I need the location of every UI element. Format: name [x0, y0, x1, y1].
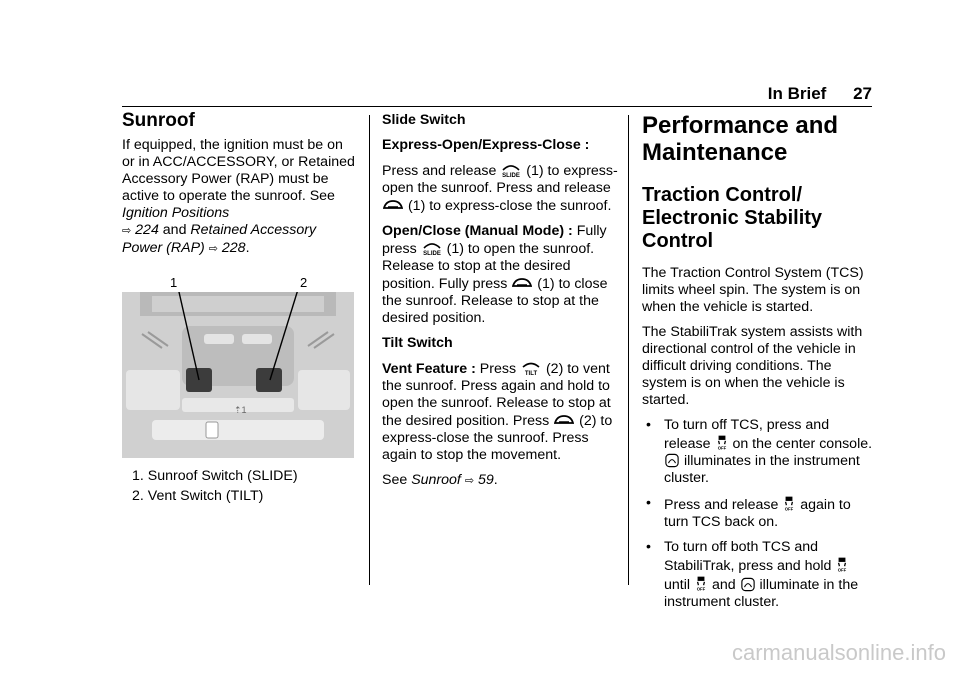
subheading-express: Express-Open/Express-Close : [382, 137, 590, 153]
slide-close-icon [554, 412, 574, 428]
column-switches [382, 112, 618, 498]
subheading-tilt-switch: Tilt Switch [382, 335, 453, 351]
text: (1) to open the sunroof. Release to stop at the desired position. Fully press [382, 241, 595, 292]
instruction-list [642, 417, 878, 611]
callout-2: 2 [300, 275, 308, 290]
slide-open-icon [501, 162, 521, 178]
cross-ref-link[interactable]: Retained Accessory Power (RAP) [122, 222, 317, 256]
tcs-off-button-icon [783, 495, 795, 512]
express-paragraph [382, 162, 618, 215]
term-label: Vent Feature : [382, 361, 476, 377]
text: until [664, 577, 691, 593]
text: and [158, 222, 191, 238]
text: If equipped, the ignition must be on or in ACC/ACCESSORY, or Retained Accessory Power (RAP) must be active to operate the sunroof. See [122, 137, 355, 204]
ref-arrow-icon: ⇨ [122, 225, 132, 237]
slide-close-icon [383, 197, 403, 213]
sunroof-switch-figure [122, 270, 354, 458]
console-illustration [122, 292, 354, 458]
column-sunroof [122, 112, 358, 508]
text: Press and release [664, 497, 779, 513]
section-title: In Brief [767, 84, 827, 103]
text: (1) to express-close the sunroof. [407, 198, 612, 214]
ref-arrow-icon: ⇨ [208, 243, 218, 255]
svg-text:SLIDE: SLIDE [502, 173, 521, 178]
see-reference: See Sunroof ⇨ 59. [382, 472, 498, 488]
tilt-switch [256, 368, 282, 392]
svg-text:OFF: OFF [717, 445, 726, 451]
slide-close-icon [512, 275, 532, 291]
overhead-console-photo [122, 292, 354, 458]
subheading-slide-switch: Slide Switch [382, 112, 466, 128]
intro-paragraph: If equipped, the ignition must be on or in ACC/ACCESSORY, or Retained Accessory Power (RAP) must be active to operate the sunroof. See Ignition Positions ⇨ 224 and Retained Accessory Power (RAP) ⇨ 228. [122, 137, 355, 256]
tcs-off-indicator-icon [741, 577, 755, 592]
text: and [711, 577, 736, 593]
column-divider [628, 115, 629, 585]
text: (2) to express-close the sunroof. Press again to stop the movement. [382, 413, 613, 463]
ref-arrow-icon: ⇨ [464, 475, 475, 487]
svg-text:SLIDE: SLIDE [422, 251, 441, 256]
text: Fully press [382, 223, 607, 257]
text: illuminate in the instrument cluster. [664, 577, 859, 610]
column-divider [369, 115, 370, 585]
tcs-off-indicator-icon [665, 453, 679, 468]
text: See [382, 472, 412, 488]
text: To turn off TCS, press and release [664, 417, 830, 452]
running-header [768, 84, 872, 104]
list-item [642, 495, 878, 531]
text: on the center console. [732, 436, 873, 452]
svg-text:TILT: TILT [524, 371, 538, 376]
page-ref: 228 [221, 240, 246, 256]
header-rule [122, 106, 872, 107]
tcs-off-button-icon [836, 556, 848, 573]
section-heading: Sunroof [122, 110, 195, 131]
text: again to turn TCS back on. [664, 497, 851, 530]
list-item [642, 417, 878, 487]
stabilitrak-paragraph: The StabiliTrak system assists with directional control of the vehicle in difficult driving conditions. The system is on when the vehicle is started. [642, 324, 863, 408]
slide-open-icon [422, 240, 442, 256]
list-item [642, 539, 878, 611]
manual-mode-paragraph [382, 223, 618, 327]
text: To turn off both TCS and StabiliTrak, press and hold [664, 539, 832, 574]
switch-label: ⇡1 [234, 405, 247, 415]
page-number: 27 [853, 84, 872, 103]
text: illuminates in the instrument cluster. [664, 453, 860, 486]
column-performance [642, 112, 878, 619]
text: (2) to vent the sunroof. Press again and hold to open the sunroof. Release to stop at the desired position. Press [382, 361, 611, 429]
tcs-paragraph: The Traction Control System (TCS) limits wheel spin. The system is on when the vehicle is started. [642, 265, 864, 315]
chapter-heading: Performance and Maintenance [642, 112, 839, 166]
callout-1: 1 [170, 275, 178, 290]
svg-text:OFF: OFF [785, 506, 794, 512]
caption-2: 2. Vent Switch (TILT) [132, 488, 264, 504]
stabilitrak-off-icon [695, 575, 707, 592]
svg-text:OFF: OFF [696, 586, 706, 592]
svg-text:OFF: OFF [838, 567, 847, 573]
watermark: carmanualsonline.info [731, 640, 946, 665]
text: (1) to close the sunroof. Release to stop at the desired position. [382, 276, 608, 326]
tilt-icon [521, 360, 541, 376]
text: Press and release [382, 163, 497, 179]
tcs-off-button-icon [716, 434, 728, 451]
figure-captions [122, 468, 358, 505]
cross-ref-link[interactable]: Ignition Positions [122, 205, 230, 221]
page-ref: 224 [135, 222, 159, 238]
section-heading: Traction Control/ Electronic Stability Control [642, 184, 823, 252]
vent-paragraph [382, 360, 618, 464]
text: (1) to express-open the sunroof. Press and release [382, 163, 618, 196]
text: Press [475, 361, 517, 377]
term-label: Open/Close (Manual Mode) : [382, 223, 573, 239]
caption-1: 1. Sunroof Switch (SLIDE) [132, 468, 298, 484]
cross-ref-link[interactable]: Sunroof [411, 472, 461, 488]
page-ref: 59 [478, 472, 494, 488]
